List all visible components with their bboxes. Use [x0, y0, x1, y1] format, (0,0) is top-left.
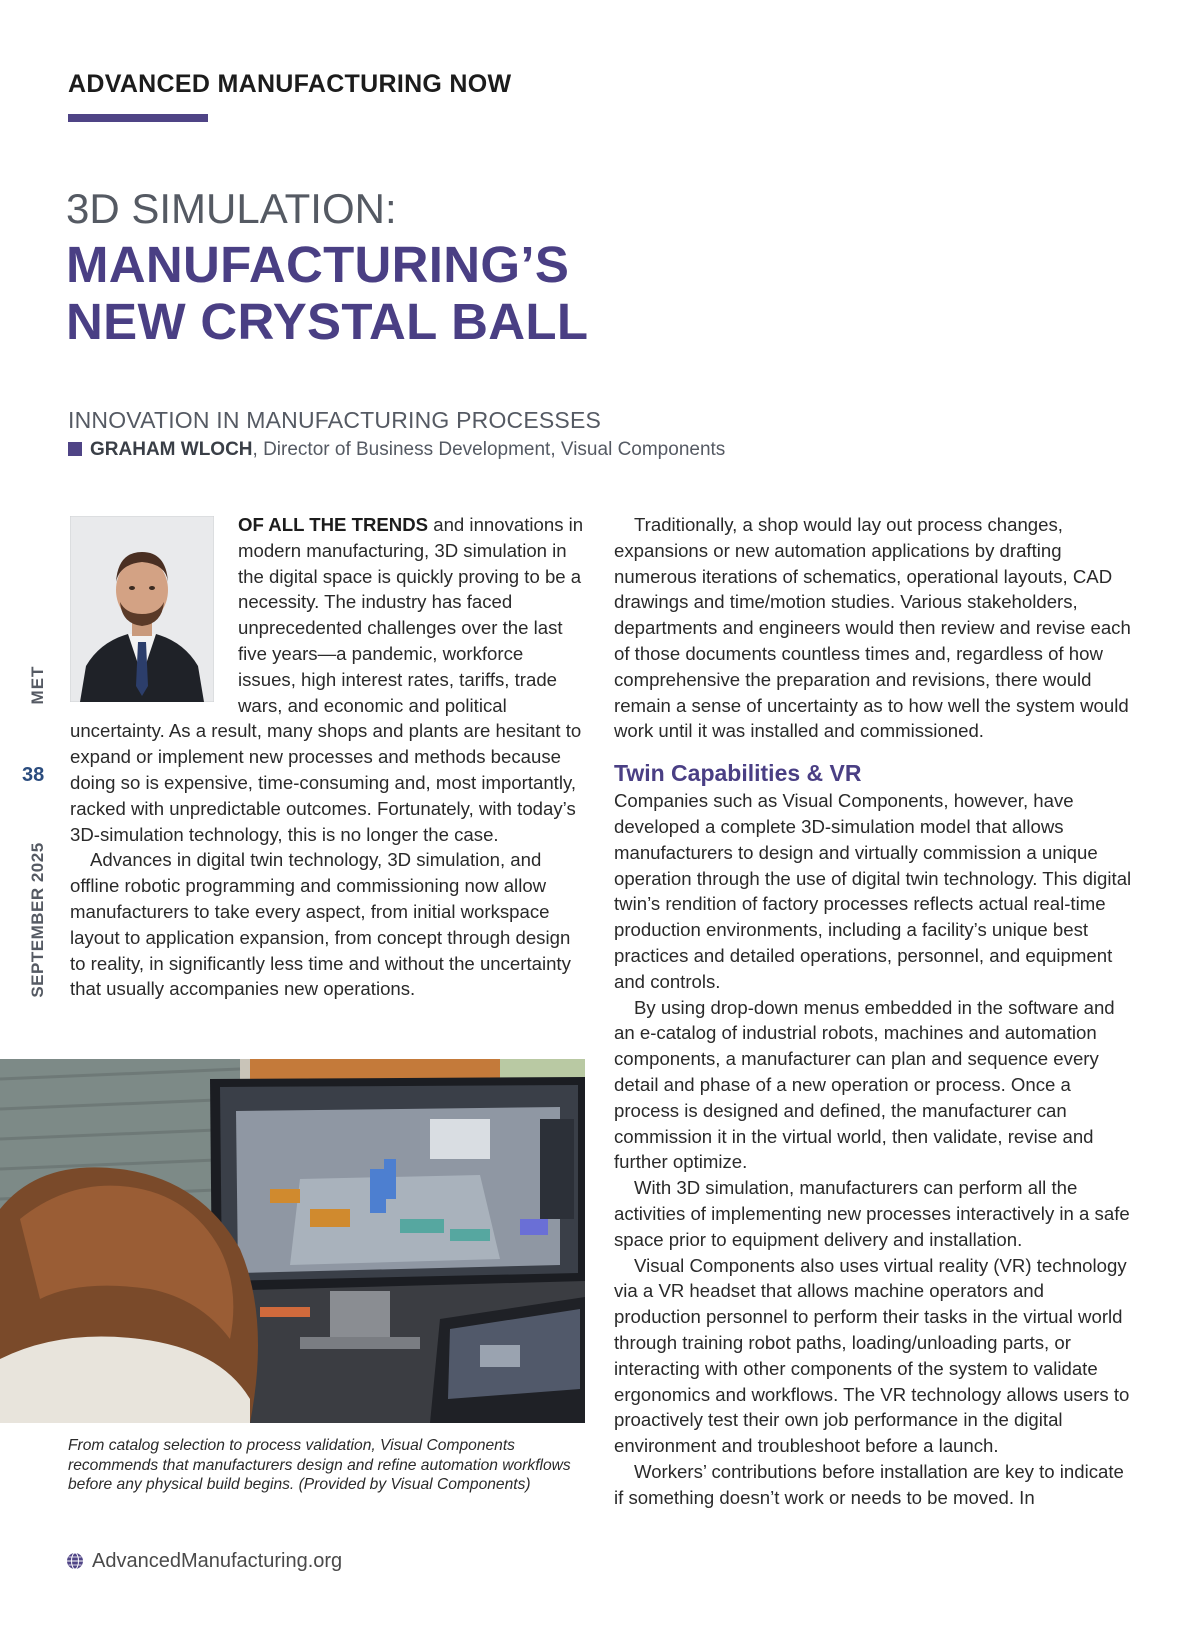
paragraph-right-2: Companies such as Visual Components, however, have developed a complete 3D-simulation model that allows manufacturers to design and virtually commission a unique operation through the use of digital twin technology. This digital twin’s rendition of factory processes reflects actual real-time production environments, including a facility’s unique best practices and detailed operations, personnel, and equipment and controls. [614, 790, 1132, 992]
paragraph-right-3: By using drop-down menus embedded in the software and an e-catalog of industrial robots, machines and automation components, a manufacturer can plan and sequence every detail and phase of a new operation or process. Once a process is designed and defined, the manufacturer can commission it in the virtual world, then validate, revise and further optimize. [614, 996, 1115, 1173]
headline [66, 236, 588, 350]
byline [68, 439, 725, 461]
paragraph-right-1: Traditionally, a shop would lay out process changes, expansions or new automation applications by drafting numerous iterations of schematics, operational layouts, CAD drawings and time/motion studies. Various stakeholders, departments and engineers would then review and revise each of those documents countless times and, regardless of how comprehensive the preparation and revisions, there would remain a sense of uncertainty as to how well the system would work until it was installed and commissioned. [614, 514, 1131, 742]
lead-in: OF ALL THE TRENDS [238, 514, 429, 535]
paragraph-lead [70, 512, 585, 847]
page-number: 38 [22, 764, 45, 786]
article-column-right [614, 512, 1132, 1510]
sidebar-issue-date: SEPTEMBER 2025 [28, 842, 47, 998]
byline-square-icon [68, 442, 82, 456]
paragraph-2: Advances in digital twin technology, 3D simulation, and offline robotic programming and commissioning now allow manufacturers to take every aspect, from initial workspace layout to application expansion, from concept through design to reality, in significantly less time and without the uncertainty that usually accompanies new operations. [70, 849, 571, 1000]
paragraph-right-5: Visual Components also uses virtual reality (VR) technology via a VR headset that allows machine operators and production personnel to perform their tasks in the virtual world through training robot paths, loading/unloading parts, or interacting with other components of the system to validate ergonomics and workflows. The VR technology allows users to proactively test their own job performance in the digital environment and troubleshoot before a launch. [614, 1254, 1130, 1457]
author-photo [70, 516, 214, 702]
headline-line-2: NEW CRYSTAL BALL [66, 293, 589, 350]
sidebar-magazine: MET [28, 665, 47, 705]
paragraph-right-4: With 3D simulation, manufacturers can perform all the activities of implementing new processes interactively in a safe space prior to equipment delivery and installation. [614, 1177, 1130, 1250]
author-role: , Director of Business Development, Visual Components [252, 439, 726, 460]
title-prefix: 3D SIMULATION: [66, 185, 397, 232]
section-accent-bar [68, 114, 208, 122]
paragraph-right-6: Workers’ contributions before installation are key to indicate if something doesn’t work or needs to be moved. In [614, 1460, 1124, 1508]
globe-icon [66, 1552, 84, 1570]
kicker: INNOVATION IN MANUFACTURING PROCESSES [68, 407, 602, 433]
section-label: ADVANCED MANUFACTURING NOW [68, 70, 512, 98]
footer-url-link[interactable]: AdvancedManufacturing.org [92, 1550, 343, 1572]
author-name: GRAHAM WLOCH [90, 439, 253, 460]
headline-line-1: MANUFACTURING’S [66, 236, 570, 293]
photo-caption: From catalog selection to process validation, Visual Components recommends that manufacturers design and refine automation workflows before any physical build begins. (Provided by Visual Components) [68, 1437, 571, 1493]
article-column-left [70, 512, 585, 1002]
footer [66, 1550, 342, 1573]
hero-photo-simulation-workstation [0, 1059, 585, 1423]
subhead-twin-capabilities: Twin Capabilities & VR [614, 760, 862, 787]
paragraph-1-text: and innovations in modern manufacturing, 3D simulation in the digital space is quickly proving to be a necessity. The industry has faced unprecedented challenges over the last five years—a pandemic, workforce issues, high interest rates, tariffs, trade wars, and economic and political uncertainty. As a result, many shops and plants are hesitant to expand or implement new processes and methods because doing so is expensive, time-consuming and, most importantly, racked with unpredictable outcomes. Fortunately, with today’s 3D-simulation technology, this is no longer the case. [70, 514, 584, 845]
